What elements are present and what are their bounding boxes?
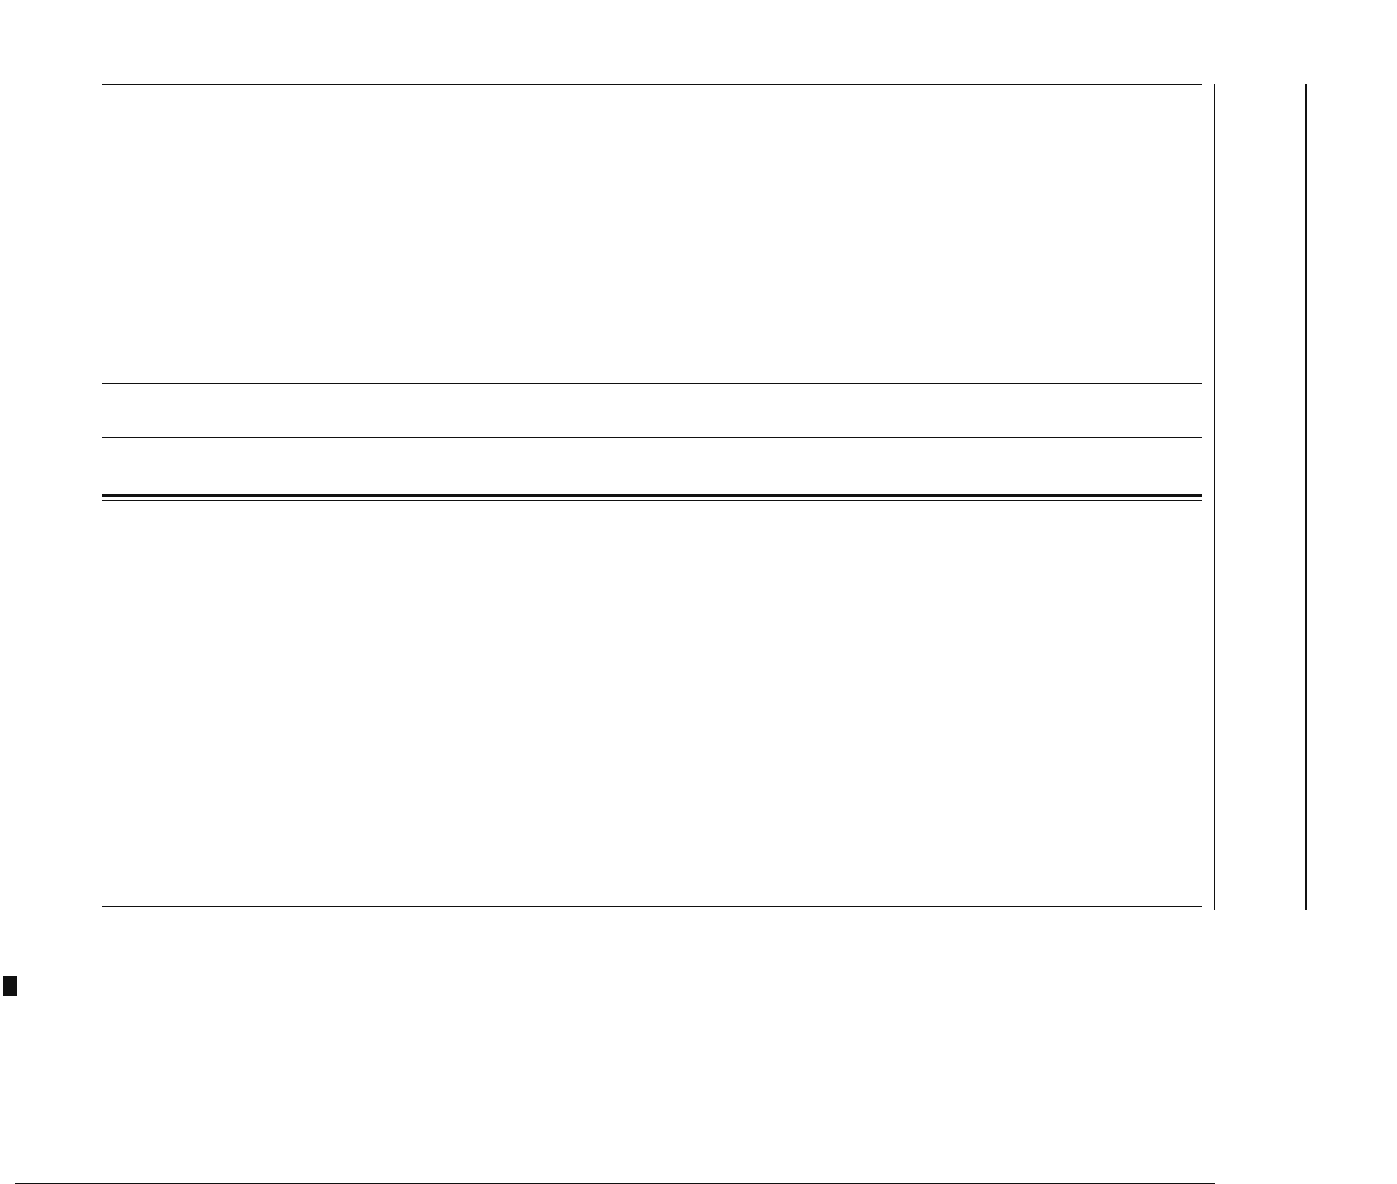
right-rate-rule — [102, 906, 1202, 907]
credit-strip — [0, 0, 22, 1000]
top-frame-rule — [1305, 84, 1307, 910]
center-separator-thin — [102, 500, 1202, 501]
left-amount-rule — [102, 383, 1202, 384]
center-separator — [102, 494, 1202, 497]
header-frame-rule — [1214, 84, 1215, 910]
left-pos-rule — [102, 84, 1202, 85]
left-treaty-rule — [102, 437, 1202, 438]
dfg-logo — [3, 976, 17, 996]
